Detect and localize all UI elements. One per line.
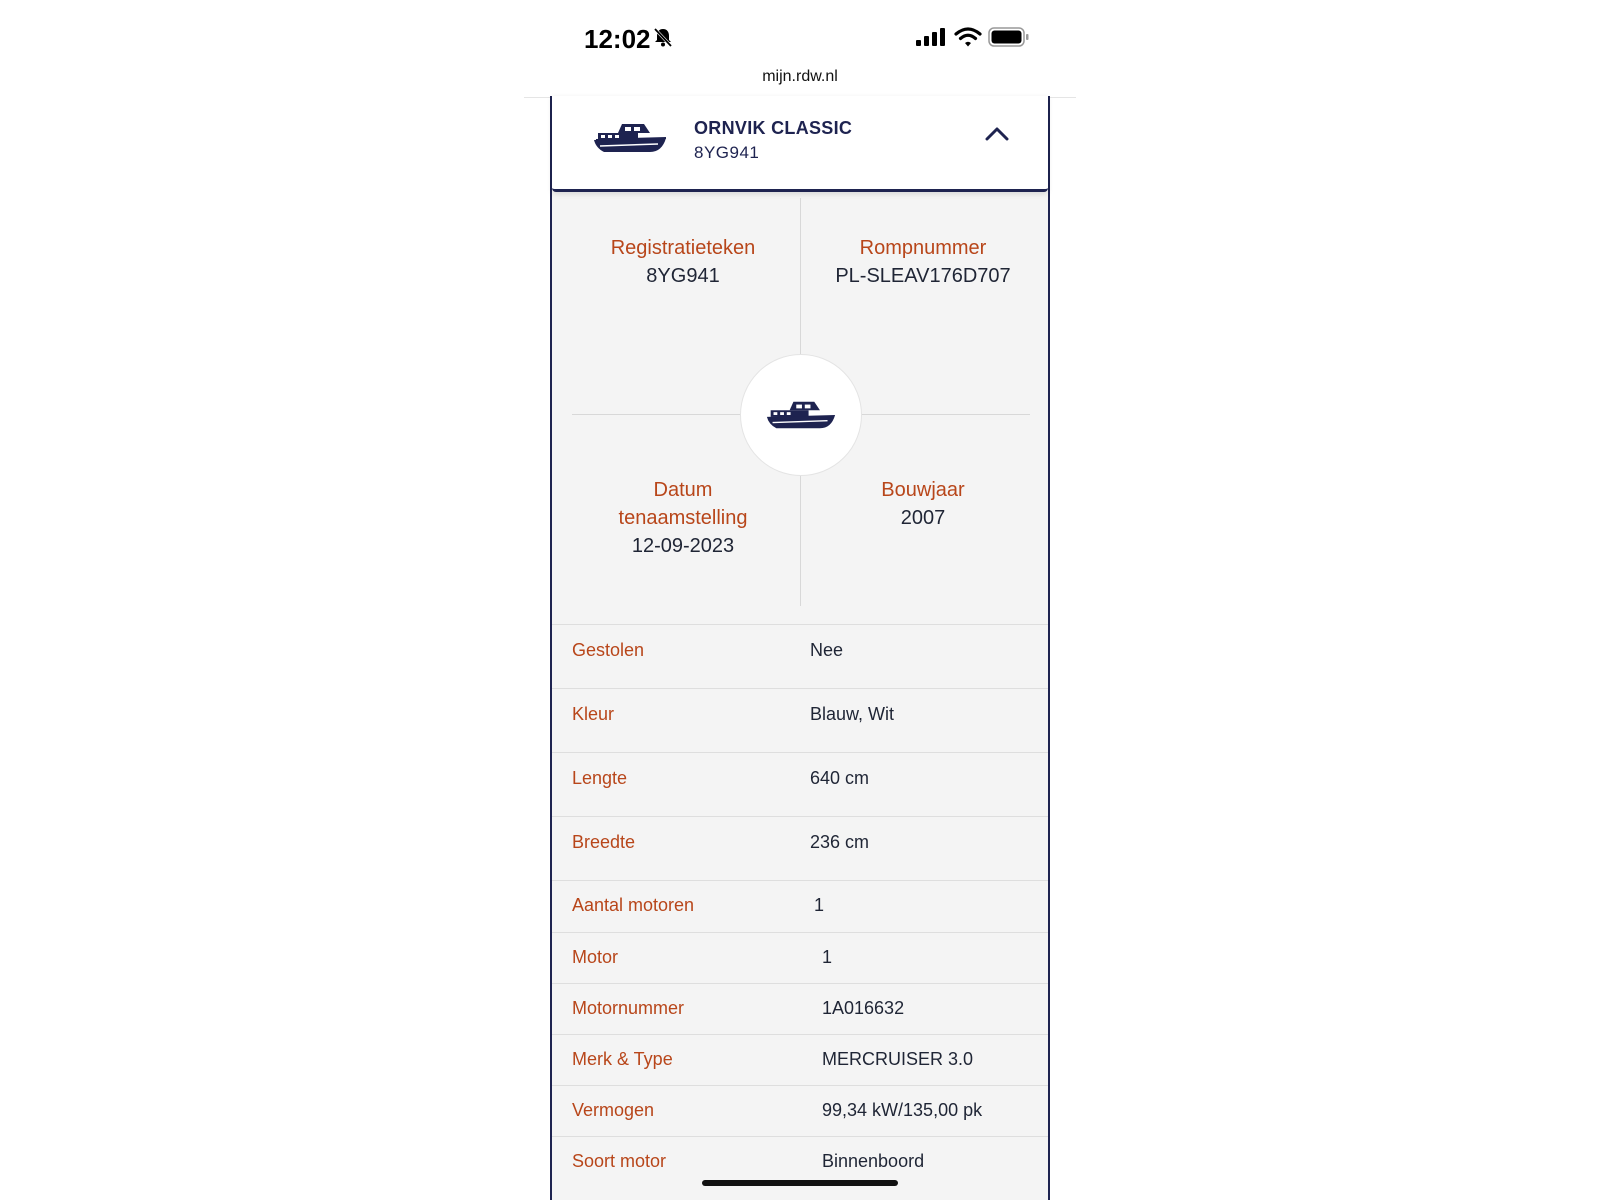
vehicle-plate: 8YG941	[694, 143, 760, 162]
summary-value: 8YG941	[646, 265, 720, 287]
detail-row-motor	[552, 933, 1048, 984]
detail-row-vermogen	[552, 1086, 1048, 1137]
chevron-up-icon[interactable]	[984, 124, 1010, 144]
vehicle-name: ORNVIK CLASSIC	[694, 118, 853, 138]
detail-row-aantal-motoren	[552, 881, 1048, 933]
summary-label: Datum	[653, 479, 713, 501]
summary-label: Rompnummer	[859, 237, 987, 259]
home-indicator[interactable]	[702, 1180, 898, 1186]
vehicle-card-header[interactable]	[552, 96, 1048, 192]
detail-value: Blauw, Wit	[810, 704, 895, 724]
vehicle-card	[550, 96, 1050, 1200]
summary-label: tenaamstelling	[618, 507, 748, 529]
status-bar	[524, 20, 1084, 56]
detail-label: Aantal motoren	[572, 895, 695, 915]
summary-registratieteken	[568, 234, 798, 290]
detail-label: Motor	[572, 947, 619, 967]
summary-datum-tenaamstelling	[568, 476, 798, 560]
summary-value: 12-09-2023	[631, 535, 735, 557]
detail-value: 1	[822, 947, 833, 967]
details-list	[552, 625, 1048, 1188]
cellular-signal-icon	[916, 28, 946, 46]
battery-icon	[988, 26, 1030, 48]
detail-label: Gestolen	[572, 640, 645, 660]
detail-value: 1	[814, 895, 825, 915]
silent-bell-icon	[652, 26, 674, 48]
detail-label: Merk & Type	[572, 1049, 673, 1069]
detail-value: 1A016632	[822, 998, 905, 1018]
detail-label: Soort motor	[572, 1151, 667, 1171]
detail-value: 236 cm	[810, 832, 870, 852]
detail-row-gestolen	[552, 625, 1048, 689]
detail-value: 640 cm	[810, 768, 870, 788]
status-time: 12:02	[584, 24, 651, 54]
summary-value: PL-SLEAV176D707	[835, 265, 1011, 287]
wifi-icon	[954, 26, 982, 48]
summary-grid	[552, 196, 1048, 626]
summary-value: 2007	[900, 507, 946, 529]
boat-icon	[765, 395, 837, 435]
detail-label: Motornummer	[572, 998, 685, 1018]
detail-value: Nee	[810, 640, 844, 660]
summary-label: Registratieteken	[610, 237, 756, 259]
detail-row-merk-type	[552, 1035, 1048, 1086]
detail-label: Kleur	[572, 704, 615, 724]
detail-label: Vermogen	[572, 1100, 655, 1120]
detail-label: Lengte	[572, 768, 628, 788]
detail-value: 99,34 kW/135,00 pk	[822, 1100, 983, 1120]
detail-row-lengte	[552, 753, 1048, 817]
detail-value: Binnenboord	[822, 1151, 925, 1171]
detail-row-breedte	[552, 817, 1048, 881]
summary-bouwjaar	[808, 476, 1038, 532]
url-bar[interactable]: mijn.rdw.nl	[762, 68, 838, 85]
detail-row-kleur	[552, 689, 1048, 753]
boat-icon	[592, 118, 668, 158]
detail-row-motornummer	[552, 984, 1048, 1035]
center-badge	[740, 354, 862, 476]
detail-label: Breedte	[572, 832, 636, 852]
summary-rompnummer	[808, 234, 1038, 290]
detail-value: MERCRUISER 3.0	[822, 1049, 974, 1069]
summary-label: Bouwjaar	[881, 479, 965, 501]
